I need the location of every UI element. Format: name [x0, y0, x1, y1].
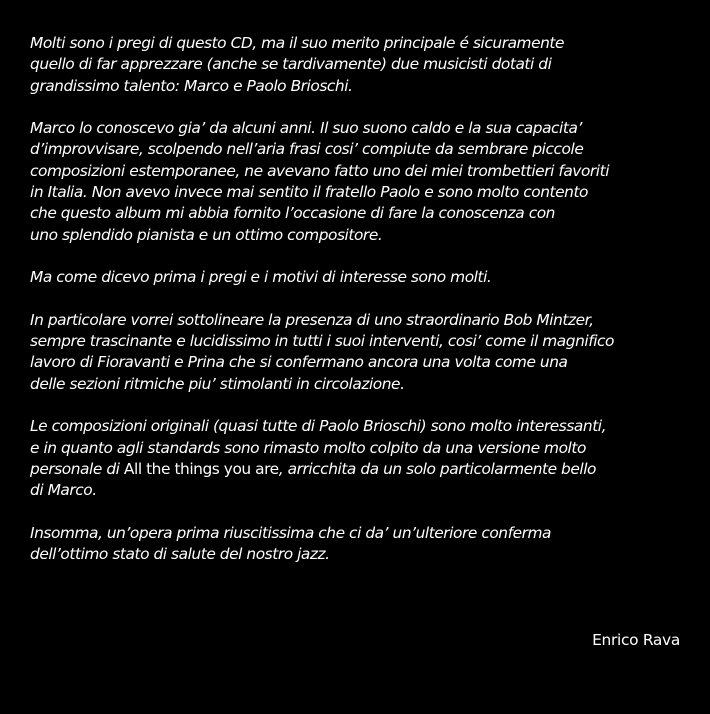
text-line: Molti sono i pregi di questo CD, ma il suo merito principale é sicuramente — [30, 34, 565, 52]
text-line: delle sezioni ritmiche piu’ stimolanti in circolazione. — [30, 374, 405, 393]
text-line: sempre trascinante e lucidissimo in tutti i suoi interventi, cosi’ come il magnifico — [30, 332, 615, 351]
text-line: personale di — [30, 459, 124, 478]
text-line: in Italia. Non avevo invece mai sentito il fratello Paolo e sono molto contento — [30, 183, 588, 202]
text-line: Marco lo conoscevo gia’ da alcuni anni. Il suo suono caldo e la sua capacita’ — [30, 119, 582, 138]
text-line: di Marco. — [30, 481, 97, 500]
paragraph-5 — [30, 416, 681, 501]
text-line: Le composizioni originali (quasi tutte di Paolo Brioschi) sono molto interessanti, — [30, 417, 607, 436]
paragraph-3 — [30, 267, 681, 288]
paragraph-4 — [30, 310, 681, 395]
song-title: All the things you are — [123, 459, 279, 478]
text-line: dell’ottimo stato di salute del nostro jazz. — [30, 545, 330, 564]
review-text — [30, 33, 681, 587]
text-line: d’improvvisare, scolpendo nell’aria frasi cosi’ compiute da sembrare piccole — [30, 140, 584, 159]
text-line: composizioni estemporanee, ne avevano fatto uno dei miei trombettieri favoriti — [30, 161, 610, 180]
paragraph-1 — [30, 33, 681, 97]
text-line: lavoro di Fioravanti e Prina che si confermano ancora una volta come una — [30, 353, 568, 372]
text-line: , arricchita da un solo particolarmente bello — [278, 459, 597, 478]
paragraph-2 — [30, 118, 681, 246]
text-line: uno splendido pianista e un ottimo compositore. — [30, 225, 383, 244]
paragraph-6 — [30, 523, 681, 566]
text-line: Insomma, un’opera prima riuscitissima che ci da’ un’ulteriore conferma — [30, 523, 551, 542]
text-line: grandissimo talento: Marco e Paolo Brioschi. — [30, 76, 353, 95]
text-line: In particolare vorrei sottolineare la presenza di uno straordinario Bob Mintzer, — [30, 310, 594, 329]
text-line: e in quanto agli standards sono rimasto molto colpito da una versione molto — [30, 438, 586, 457]
text-line: che questo album mi abbia fornito l’occasione di fare la conoscenza con — [30, 204, 555, 223]
text-line: quello di far apprezzare (anche se tardivamente) due musicisti dotati di — [30, 55, 552, 74]
signature: Enrico Rava — [592, 631, 680, 649]
text-line: Ma come dicevo prima i pregi e i motivi di interesse sono molti. — [30, 268, 492, 287]
